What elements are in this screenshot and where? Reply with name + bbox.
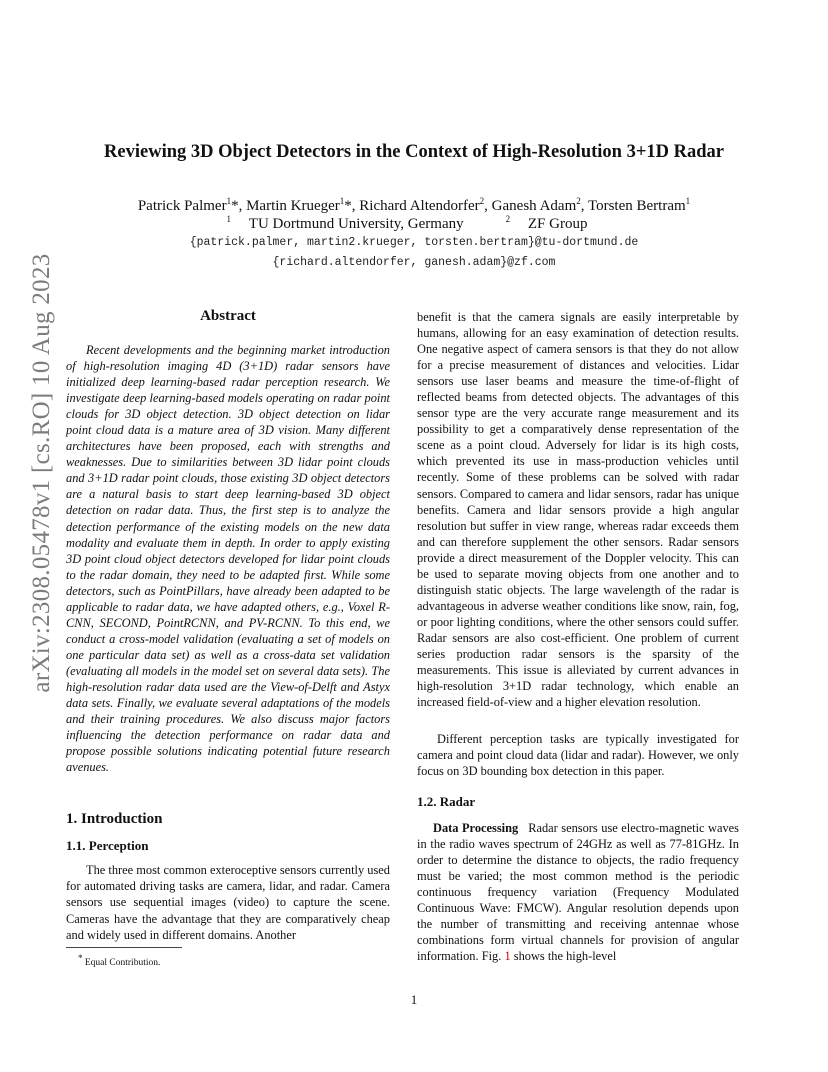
affil-mark: 1 [226,214,232,224]
affiliation-2 [506,216,602,232]
author-affil-mark: 2 [576,196,581,206]
right-paragraph-2: Different perception tasks are typically investigated for camera and point cloud data (lidar and radar). However, we only focus on 3D bounding box detection in this paper. [417,732,739,779]
subsection-heading-radar: 1.2. Radar [417,794,476,809]
affiliation-1 [227,216,478,232]
affil-mark: 2 [505,214,511,224]
footnote-text: Equal Contribution. [84,958,161,969]
author-name: Torsten Bertram [587,198,686,214]
author-name: Patrick Palmer [137,198,227,214]
page-number: 1 [410,992,418,1007]
arxiv-stamp: arXiv:2308.05478v1 [cs.RO] 10 Aug 2023 [28,253,55,693]
paragraph-lead-in: Data Processing [433,821,519,835]
footnote [78,953,160,968]
author-name: Martin Krueger [246,198,340,214]
right-paragraph-3 [417,820,739,964]
paragraph-text: Radar sensors use electro-magnetic waves in the radio waves spectrum of 24GHz as well as 77-81GHz. In order to determine the distance to objects, the radio frequency must be varied; the most common method is the periodic continuous frequency variation (Frequency Modulated Continuous Wave: FMCW). Angular resolution depends upon the number of transmitting and receiving antennae whose combinations form virtual channels for provision of angular information. Fig. [417,821,739,964]
affiliations [0,214,828,233]
author-affil-mark: 1 [685,196,691,206]
footnote-divider [66,947,182,948]
author-name: Ganesh Adam [491,198,577,214]
author-affil-mark: 1 [339,196,345,206]
paragraph-tail: shows the high-level [513,949,617,964]
abstract-heading: Abstract [200,308,256,324]
figure-reference-link[interactable]: 1 [504,949,511,964]
email-line-2: {richard.altendorfer, ganesh.adam}@zf.com [272,256,556,269]
footnote-mark: * [78,953,83,963]
subsection-heading-perception: 1.1. Perception [66,838,149,853]
section-heading-introduction: 1. Introduction [66,811,163,827]
intro-paragraph: The three most common exteroceptive sensors currently used for automated driving tasks are camera, lidar, and radar. Camera sensors use sequential images (video) to capture the scene. Cameras have the advantage that they are comparatively cheap and widely used in different domains. Another [66,863,390,942]
email-line-1: {patrick.palmer, martin2.krueger, torsten.bertram}@tu-dortmund.de [189,236,639,249]
author-name: Richard Altendorfer [359,198,480,214]
author-affil-mark: 1 [226,196,232,206]
paper-title: Reviewing 3D Object Detectors in the Context of High-Resolution 3+1D Radar [104,142,724,162]
right-paragraph-1: benefit is that the camera signals are easily interpretable by humans, allowing for an easy examination of detection results. One negative aspect of camera sensors is that they do not allow for a precise measurement of distances and velocities. Lidar sensors use laser beams and measure the time-of-flight of reflected beams from detected objects. The advantages of this sensor type are the very accurate range measurement and its possibility to get a comparatively dense representation of the scene as a point cloud. Adversely for lidar is its high costs, which prevented its use in mass-production vehicles until recently. Some of these problems can be solved with radar sensors. Compared to camera and lidar sensors, radar has unique benefits. Camera and lidar sensors provide a high angular resolution but suffer in view range, whereas radar exceeds them and can therefore supplement the other sensors. Radar sensors provide a direct measurement of the Doppler velocity. This can be used to separate moving objects from one another and to distinguish static objects. The large wavelength of the radar is advantageous in adverse weather conditions like snow, rain, fog, or poor lighting conditions, where the other sensors could suffer. Radar sensors are also cost-efficient. One problem of current series production radar sensors is the sparsity of the measurements. This issue is alleviated by current advances in high-resolution 3+1D radar technology, which enable an increased field-of-view and a higher elevation resolution. [417,310,739,710]
abstract-text: Recent developments and the beginning market introduction of high-resolution imaging 4D (3+1D) radar sensors have initialized deep learning-based radar perception research. We investigate deep learning-based models operating on radar point clouds for 3D object detection. 3D object detection on lidar point cloud data is a mature area of 3D vision. Many different architectures have been proposed, each with strengths and weaknesses. Due to similarities between 3D lidar point clouds and 3+1D radar point clouds, those existing 3D object detectors are a natural basis to start deep learning-based 3D object detection on radar data. Thus, the first step is to analyze the detection performance of the existing models on the new data modality and evaluate them in depth. In order to apply existing 3D point cloud object detectors developed for lidar point clouds to the radar domain, they need to be adapted first. While some detectors, such as PointPillars, have already been adapted to be applicable to radar data, we have adapted others, e.g., Voxel R-CNN, SECOND, PointRCNN, and PV-RCNN. To this end, we conduct a cross-model validation (evaluating a set of models on one particular data set) as well as a cross-data set validation (evaluating all models in the model set on several data sets). The high-resolution radar data used are the View-of-Delft and Astyx data sets. Finally, we evaluate several adaptations of the models and their training procedures. We also discuss major factors influencing the detection performance on radar data and propose possible solutions indicating potential future research avenues. [66,343,390,775]
affiliation-text: TU Dortmund University, Germany [248,216,464,232]
author-affil-mark: 2 [479,196,485,206]
author-list: Patrick Palmer$^1$*, Martin Krueger$^1$*, Richard Altendorfer$^2$, Ganesh Adam$^2$, Torsten Bertram$^1$ [137,196,691,214]
affiliation-text: ZF Group [527,216,588,232]
